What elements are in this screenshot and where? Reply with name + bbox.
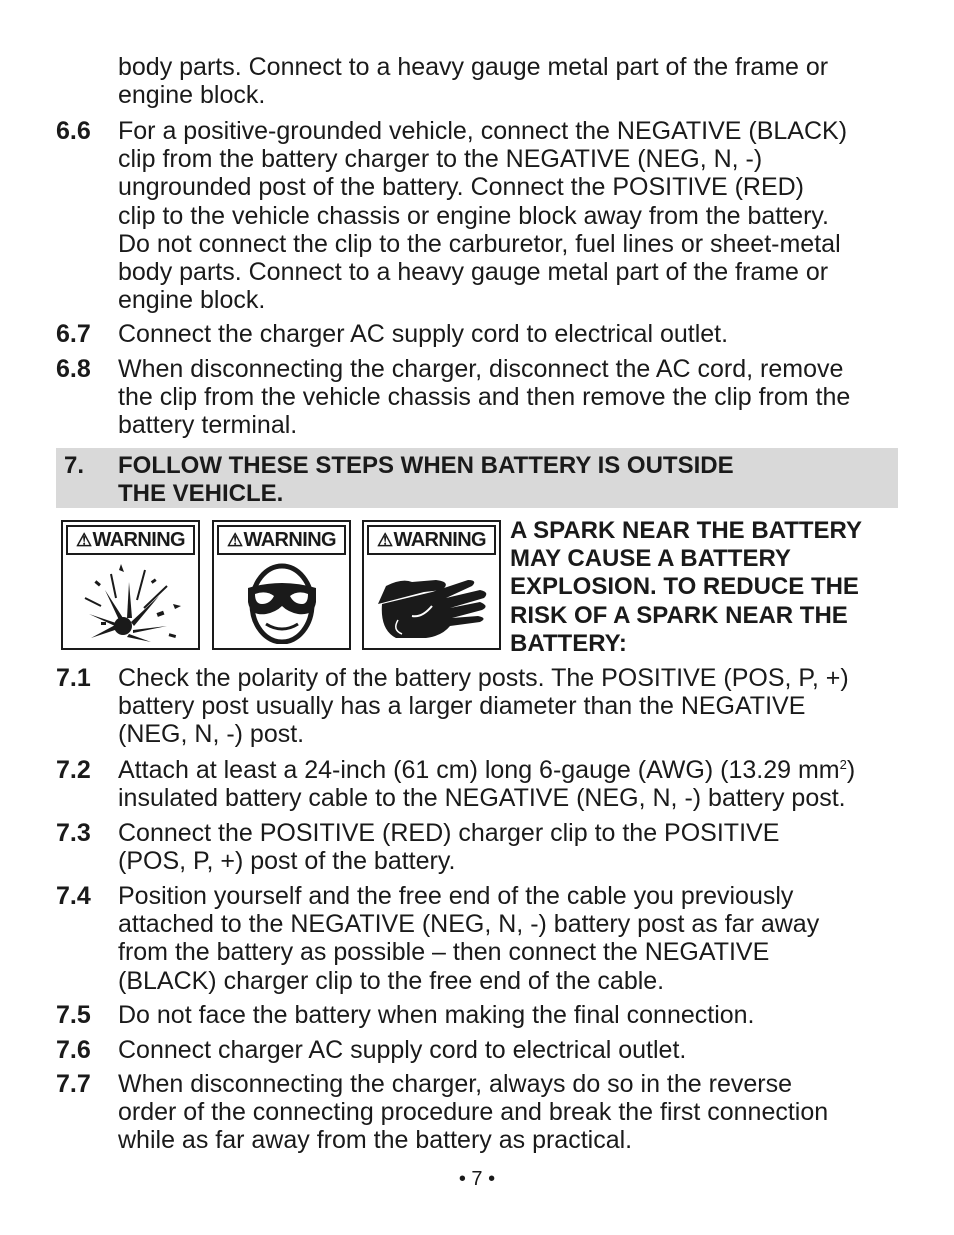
protective-glove-icon bbox=[372, 560, 491, 644]
text-line: BATTERY: bbox=[510, 629, 627, 657]
step-text bbox=[118, 756, 918, 812]
warning-label: ⚠ WARNING bbox=[367, 525, 496, 555]
step-number: 7.4 bbox=[56, 882, 91, 910]
superscript: 2 bbox=[839, 757, 847, 772]
step-7-7 bbox=[56, 1070, 918, 1155]
text-line: clip to the vehicle chassis or engine block away from the battery. bbox=[118, 201, 829, 230]
text-line: (NEG, N, -) post. bbox=[118, 720, 305, 749]
step-text bbox=[118, 117, 918, 314]
text-line: body parts. Connect to a heavy gauge metal part of the frame or bbox=[118, 258, 829, 287]
text-line: RISK OF A SPARK NEAR THE bbox=[510, 601, 848, 629]
text-line: THE VEHICLE. bbox=[118, 480, 284, 507]
step-text bbox=[118, 664, 918, 749]
text-line: Do not face the battery when making the final connection. bbox=[118, 1001, 755, 1029]
spark-warning-text bbox=[510, 517, 910, 658]
step-number: 6.8 bbox=[56, 355, 91, 383]
text-line: Do not connect the clip to the carburetor, fuel lines or sheet-metal bbox=[118, 229, 841, 258]
text-line: body parts. Connect to a heavy gauge metal part of the frame or bbox=[118, 53, 829, 81]
text-line: order of the connecting procedure and break the first connection bbox=[118, 1098, 829, 1127]
step-number: 7.7 bbox=[56, 1070, 91, 1098]
text-line: Connect the POSITIVE (RED) charger clip to the POSITIVE bbox=[118, 819, 780, 847]
text-line: the clip from the vehicle chassis and then remove the clip from the bbox=[118, 383, 851, 412]
text-line: from the battery as possible – then connect the NEGATIVE bbox=[118, 938, 770, 967]
text-line: Attach at least a 24-inch (61 cm) long 6-gauge (AWG) (13.29 $mm^2$) bbox=[118, 756, 856, 784]
text-line: Check the polarity of the battery posts. The POSITIVE (POS, P, +) bbox=[118, 664, 849, 692]
warning-box-eye-protection bbox=[212, 520, 351, 650]
text-line: (POS, P, +) post of the battery. bbox=[118, 847, 456, 876]
text-line: engine block. bbox=[118, 81, 266, 110]
step-7-4 bbox=[56, 882, 918, 995]
text-line: Connect the charger AC supply cord to electrical outlet. bbox=[118, 320, 729, 348]
text-line: When disconnecting the charger, disconnect the AC cord, remove bbox=[118, 355, 844, 383]
step-text bbox=[118, 355, 918, 440]
text-line: insulated battery cable to the NEGATIVE (NEG, N, -) battery post. bbox=[118, 784, 846, 813]
step-text bbox=[118, 882, 918, 995]
text-line: attached to the NEGATIVE (NEG, N, -) battery post as far away bbox=[118, 910, 820, 939]
text-line: battery post usually has a larger diameter than the NEGATIVE bbox=[118, 692, 806, 721]
text-line: while as far away from the battery as practical. bbox=[118, 1126, 633, 1155]
step-text bbox=[118, 1036, 918, 1064]
step-number: 7.3 bbox=[56, 819, 91, 847]
page-number: • 7 • bbox=[458, 1168, 496, 1190]
text-line: ungrounded post of the battery. Connect the POSITIVE (RED) bbox=[118, 173, 805, 202]
text-line: EXPLOSION. TO REDUCE THE bbox=[510, 573, 859, 601]
step-number: 6.6 bbox=[56, 117, 91, 145]
text-line: MAY CAUSE A BATTERY bbox=[510, 545, 791, 573]
text-line: A SPARK NEAR THE BATTERY bbox=[510, 517, 863, 544]
text-line: FOLLOW THESE STEPS WHEN BATTERY IS OUTSIDE bbox=[118, 452, 734, 479]
step-number: 6.7 bbox=[56, 320, 91, 348]
warning-box-hand-protection bbox=[362, 520, 501, 650]
step-6-8 bbox=[56, 355, 918, 440]
continued-paragraph bbox=[118, 53, 918, 109]
step-7-2 bbox=[56, 756, 918, 812]
text-line: (BLACK) charger clip to the free end of the cable. bbox=[118, 966, 665, 995]
section-number: 7. bbox=[64, 452, 85, 479]
step-6-7 bbox=[56, 320, 918, 348]
warning-triangle-icon: ⚠ bbox=[226, 529, 243, 550]
text-line: When disconnecting the charger, always do so in the reverse bbox=[118, 1070, 792, 1098]
step-number: 7.6 bbox=[56, 1036, 91, 1064]
text-line: For a positive-grounded vehicle, connect the NEGATIVE (BLACK) bbox=[118, 117, 848, 145]
step-7-5 bbox=[56, 1001, 918, 1029]
step-number: 7.2 bbox=[56, 756, 91, 784]
text-line: clip from the battery charger to the NEGATIVE (NEG, N, -) bbox=[118, 145, 763, 174]
step-text bbox=[118, 819, 918, 875]
step-6-6 bbox=[56, 117, 918, 314]
warning-label: ⚠ WARNING bbox=[66, 525, 195, 555]
warning-label: ⚠ WARNING bbox=[217, 525, 346, 555]
section-7-header bbox=[56, 448, 898, 508]
section-title bbox=[118, 448, 734, 508]
text-line: Connect charger AC supply cord to electrical outlet. bbox=[118, 1036, 687, 1064]
step-text bbox=[118, 320, 918, 348]
step-7-6 bbox=[56, 1036, 918, 1064]
text-line: engine block. bbox=[118, 286, 266, 315]
step-7-3 bbox=[56, 819, 918, 875]
explosion-icon bbox=[71, 560, 190, 644]
safety-goggles-icon bbox=[222, 560, 341, 644]
step-text bbox=[118, 1070, 918, 1155]
warning-triangle-icon: ⚠ bbox=[75, 529, 92, 550]
warning-triangle-icon: ⚠ bbox=[376, 529, 393, 550]
step-number: 7.1 bbox=[56, 664, 91, 692]
text-line: battery terminal. bbox=[118, 411, 298, 440]
step-7-1 bbox=[56, 664, 918, 749]
warning-box-explosion bbox=[61, 520, 200, 650]
text-line: Position yourself and the free end of the cable you previously bbox=[118, 882, 794, 910]
step-number: 7.5 bbox=[56, 1001, 91, 1029]
step-text bbox=[118, 1001, 918, 1029]
